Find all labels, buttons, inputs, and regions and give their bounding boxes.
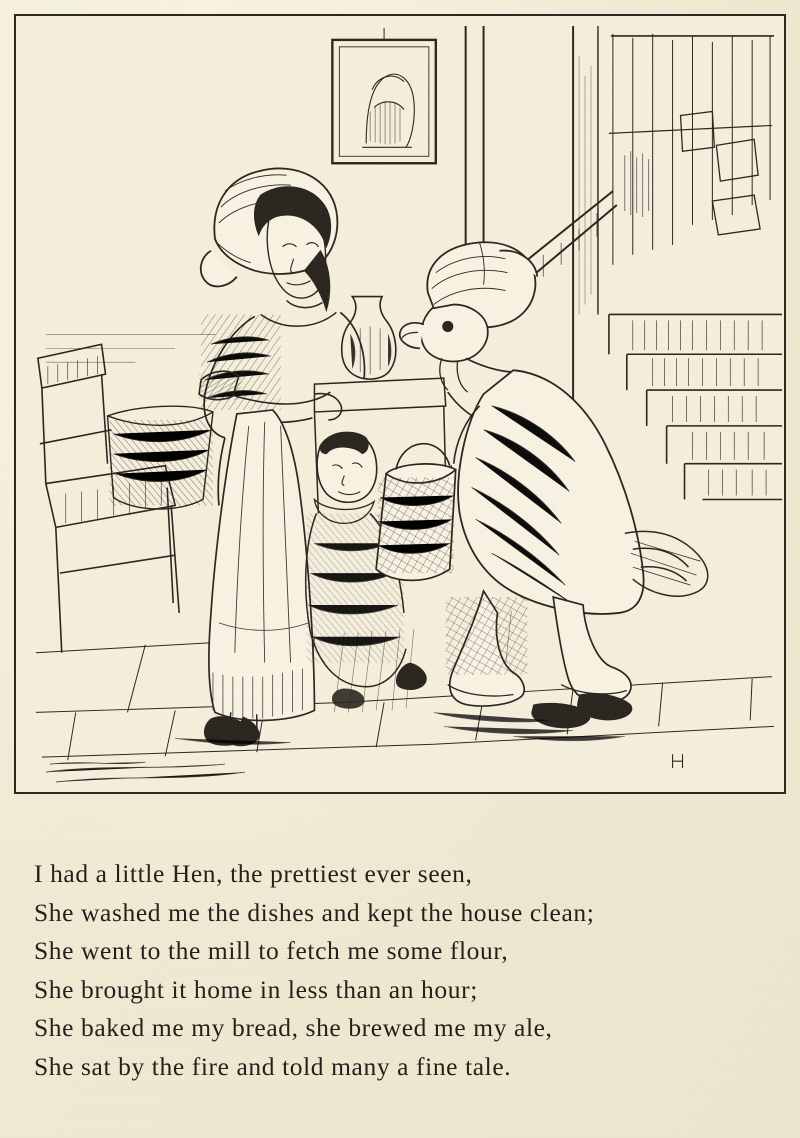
verse-line-5: She baked me my bread, she brewed me my ale, [34,1013,553,1042]
illustration-drawing [16,16,784,792]
verse-line-6: She sat by the fire and told many a fine tale. [34,1051,512,1081]
verse-line-3: She went to the mill to fetch me some flour, [34,936,509,965]
verse-block [0,855,800,1086]
verse-line-1: I had a little Hen, the prettiest ever seen, [34,859,473,888]
illustration-frame [14,14,786,794]
verse-line-2: She washed me the dishes and kept the house clean; [34,897,595,927]
verse-line-4: She brought it home in less than an hour; [34,974,478,1004]
